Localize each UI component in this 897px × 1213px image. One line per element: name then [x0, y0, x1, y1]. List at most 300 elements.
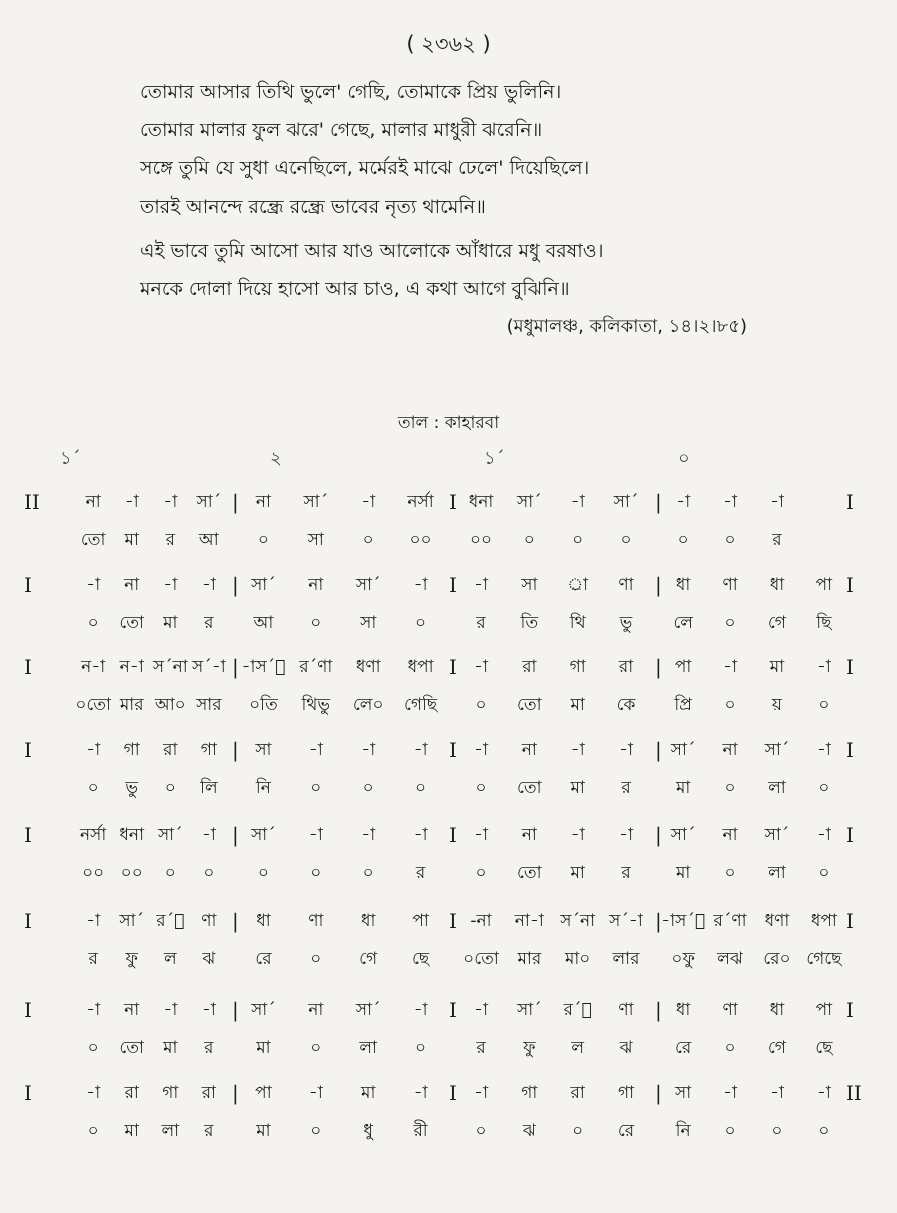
bani-cell: আ: [198, 530, 219, 550]
swara-cell: রা: [618, 657, 634, 677]
bani-cell: য়: [771, 695, 782, 715]
bani-cell: ০: [475, 863, 487, 883]
bani-cell: ছে: [815, 1038, 833, 1058]
swara-cell: -া: [769, 1083, 784, 1103]
swara-cell: -া: [413, 575, 428, 595]
bani-cell: ০: [310, 1038, 322, 1058]
swara-cell: -া: [570, 740, 585, 760]
beat-divider: |: [655, 823, 662, 847]
bani-cell: রী: [413, 1121, 428, 1141]
bani-cell: র: [165, 530, 175, 550]
bar-line-close: I: [846, 998, 854, 1022]
lyric-line: তারই আনন্দে রন্ধ্রে রন্ধ্রে ভাবের নৃত্য থামেনি॥: [140, 196, 486, 218]
bani-cell: তো: [517, 778, 542, 798]
swara-cell: -া: [723, 492, 738, 512]
swara-cell: মা: [769, 657, 785, 677]
swara-cell: -া: [816, 740, 831, 760]
bani-cell: লে০: [352, 695, 384, 715]
swara-cell: -া: [163, 575, 178, 595]
bani-cell: ০: [87, 613, 99, 633]
swara-cell: রা: [570, 1083, 585, 1103]
bani-cell: কে: [616, 695, 636, 715]
swara-cell: -া: [413, 1000, 428, 1020]
bani-cell: মা: [570, 695, 585, 715]
bani-cell: ০: [310, 863, 322, 883]
bani-cell: গেছে: [806, 949, 842, 969]
bar-line-mid: I: [449, 998, 457, 1022]
lyric-line: এই ভাবে তুমি আসো আর যাও আলোকে আঁধারে মধু বরষাও।: [140, 240, 604, 262]
bani-cell: তি: [520, 613, 539, 633]
bar-line-mid: I: [449, 655, 457, 679]
swara-cell: -না: [470, 911, 492, 931]
swara-cell: না: [85, 492, 101, 512]
bar-line-open: I: [24, 909, 32, 933]
bani-cell: ০: [164, 863, 176, 883]
swara-cell: -া: [413, 740, 428, 760]
source-citation: (মধুমালঞ্চ, কলিকাতা, ১৪।২।৮৫): [506, 316, 747, 337]
bar-line-close: I: [846, 655, 854, 679]
swara-cell: ধপা: [810, 911, 837, 931]
swara-cell: নর্সা: [407, 492, 434, 512]
taal-label: তাল : কাহারবা: [397, 413, 500, 433]
bani-cell: ০: [620, 530, 632, 550]
swara-cell: স´না: [152, 657, 188, 677]
bani-cell: গে: [767, 613, 786, 633]
bani-cell: ০: [415, 1038, 427, 1058]
bani-cell: মা: [163, 1038, 178, 1058]
beat-divider: |: [232, 655, 239, 679]
beat-divider: |: [232, 490, 239, 514]
swara-cell: স´-া: [609, 911, 643, 931]
bani-cell: থিভু: [301, 695, 331, 715]
swara-cell: সা´: [355, 575, 381, 595]
swara-cell: না: [308, 1000, 324, 1020]
swara-cell: না: [521, 825, 537, 845]
swara-cell: -া: [308, 740, 323, 760]
swara-cell: ণা: [308, 911, 324, 931]
swara-cell: -া: [86, 740, 101, 760]
beat-divider: |: [655, 738, 662, 762]
beat-divider: |: [655, 1081, 662, 1105]
bani-cell: মা: [256, 1121, 271, 1141]
bani-cell: মা: [124, 530, 139, 550]
bani-cell: সা: [360, 613, 377, 633]
bar-line-open: I: [24, 1081, 32, 1105]
swara-cell: -া: [570, 492, 585, 512]
bani-cell: ০: [724, 695, 736, 715]
bani-cell: মা: [570, 863, 585, 883]
bani-cell: র: [415, 863, 426, 883]
swara-cell: ধণা: [355, 657, 381, 677]
bani-cell: ০: [87, 778, 99, 798]
beat-mark: ১´: [484, 448, 505, 469]
bani-cell: মা: [675, 863, 691, 883]
bani-cell: মা: [256, 1038, 271, 1058]
bani-cell: ০: [818, 1121, 830, 1141]
swara-cell: গা: [521, 1083, 538, 1103]
bani-cell: ০: [771, 1121, 783, 1141]
bani-cell: ০: [257, 530, 269, 550]
swara-cell: না: [124, 1000, 140, 1020]
bani-cell: ল: [571, 1038, 584, 1058]
swara-cell: না: [521, 740, 537, 760]
swara-cell: -া: [86, 1083, 101, 1103]
bani-cell: ০: [415, 778, 427, 798]
swara-cell: ধা: [360, 911, 376, 931]
bar-line-mid: I: [449, 490, 457, 514]
bani-cell: ০: [310, 613, 322, 633]
bani-cell: লার: [612, 949, 640, 969]
swara-cell: পা: [674, 657, 692, 677]
swara-cell: -া: [124, 492, 139, 512]
swara-cell: ধনা: [468, 492, 494, 512]
bani-cell: রে: [675, 1038, 692, 1058]
swara-cell: র্া: [567, 575, 589, 595]
bar-line-mid: I: [449, 573, 457, 597]
bar-line-open: I: [24, 998, 32, 1022]
swara-cell: সা´: [670, 825, 696, 845]
swara-cell: -া: [201, 1000, 216, 1020]
bar-line-open: I: [24, 573, 32, 597]
swara-cell: পা: [815, 1000, 833, 1020]
swara-cell: ণা: [201, 911, 217, 931]
swara-cell: -াস´া: [661, 911, 706, 931]
bani-cell: ০তো: [75, 695, 111, 715]
lyric-line: মনকে দোলা দিয়ে হাসো আর চাও, এ কথা আগে বুঝিনি॥: [140, 278, 570, 300]
bani-cell: ০: [724, 863, 736, 883]
bani-cell: ০: [257, 863, 269, 883]
swara-cell: -া: [361, 492, 376, 512]
bani-cell: র: [204, 613, 214, 633]
beat-divider: |: [655, 490, 662, 514]
bani-cell: র: [204, 1121, 214, 1141]
bani-cell: ০: [677, 530, 689, 550]
bani-cell: ০: [362, 530, 374, 550]
swara-cell: ধা: [769, 575, 785, 595]
swara-cell: সা´: [516, 1000, 542, 1020]
swara-cell: -া: [86, 1000, 101, 1020]
bar-line-open: II: [24, 490, 40, 514]
swara-cell: রা: [163, 740, 178, 760]
swara-cell: স´না: [560, 911, 596, 931]
bani-cell: তো: [517, 863, 542, 883]
bani-cell: ঝ: [522, 1121, 536, 1141]
swara-cell: রা: [522, 657, 537, 677]
bani-cell: ০০: [409, 530, 432, 550]
bani-cell: ০: [475, 695, 487, 715]
swara-cell: রা: [201, 1083, 216, 1103]
bani-cell: লা: [161, 1121, 180, 1141]
lyric-line: সঙ্গে তুমি যে সুধা এনেছিলে, মর্মেরই মাঝে ঢেলে' দিয়েছিলে।: [140, 157, 590, 179]
swara-cell: -া: [723, 1083, 738, 1103]
bani-cell: ফু: [523, 1038, 536, 1058]
bar-line-mid: I: [449, 738, 457, 762]
swara-cell: না: [255, 492, 271, 512]
bani-cell: ০: [572, 530, 584, 550]
swara-cell: ধা: [675, 575, 691, 595]
beat-divider: |: [655, 573, 662, 597]
swara-cell: -া: [86, 911, 101, 931]
swara-cell: -া: [570, 825, 585, 845]
bani-cell: রে০: [763, 949, 791, 969]
swara-cell: ণা: [618, 1000, 634, 1020]
bani-cell: লা: [359, 1038, 377, 1058]
swara-cell: সা: [675, 1083, 692, 1103]
swara-cell: সা´: [251, 1000, 276, 1020]
bar-line-close: I: [846, 573, 854, 597]
bani-cell: প্রি: [674, 695, 692, 715]
bani-cell: মা: [570, 778, 585, 798]
bani-cell: ফু: [125, 949, 138, 969]
bani-cell: ০: [164, 778, 176, 798]
swara-cell: -া: [474, 575, 488, 595]
bani-cell: লা: [768, 778, 786, 798]
beat-divider: |: [232, 573, 239, 597]
bani-cell: রে: [617, 1121, 635, 1141]
bani-cell: ০: [362, 863, 374, 883]
bani-cell: ঝ: [202, 949, 216, 969]
bar-line-mid: I: [449, 909, 457, 933]
swara-cell: -া: [413, 825, 428, 845]
swara-cell: -া: [619, 825, 633, 845]
swara-cell: পা: [412, 911, 429, 931]
swara-cell: ধা: [769, 1000, 785, 1020]
swara-cell: র´া: [156, 911, 185, 931]
bani-cell: ছি: [816, 613, 832, 633]
bani-cell: ০: [310, 778, 322, 798]
bani-cell: র: [476, 1038, 486, 1058]
swara-cell: -া: [474, 1000, 488, 1020]
swara-cell: -া: [413, 1083, 428, 1103]
bani-cell: ০: [724, 1038, 736, 1058]
swara-cell: সা´: [303, 492, 329, 512]
beat-divider: |: [655, 998, 662, 1022]
bani-cell: থি: [569, 613, 586, 633]
bani-cell: ভু: [619, 613, 633, 633]
bar-line-close: I: [846, 490, 854, 514]
swara-cell: সা´: [670, 740, 696, 760]
swara-cell: ন-া: [81, 657, 106, 677]
bar-line-close: II: [846, 1081, 862, 1105]
bar-line-open: I: [24, 738, 32, 762]
swara-cell: -া: [769, 492, 784, 512]
bar-line-close: I: [846, 738, 854, 762]
bani-cell: র: [204, 1038, 214, 1058]
swara-cell: -া: [163, 1000, 178, 1020]
bar-line-mid: I: [449, 1081, 457, 1105]
bani-cell: ০০: [469, 530, 493, 550]
bani-cell: মা: [163, 613, 178, 633]
swara-cell: না: [722, 825, 738, 845]
beat-divider: |: [232, 1081, 239, 1105]
bani-cell: ০: [203, 863, 215, 883]
bani-cell: সার: [196, 695, 222, 715]
swara-cell: গা: [617, 1083, 635, 1103]
bani-cell: তো: [119, 1038, 144, 1058]
swara-cell: গা: [123, 740, 140, 760]
bani-cell: লা: [768, 863, 786, 883]
swara-cell: সা: [255, 740, 272, 760]
swara-cell: -া: [474, 825, 488, 845]
swara-cell: না: [124, 575, 140, 595]
beat-divider: |: [232, 738, 239, 762]
swara-cell: মা: [361, 1083, 376, 1103]
beat-divider: |: [655, 655, 662, 679]
swara-cell: ণা: [722, 575, 738, 595]
bani-cell: তো: [119, 613, 144, 633]
bani-cell: ০: [87, 1121, 99, 1141]
bani-cell: ০: [572, 1121, 584, 1141]
bani-cell: ০তো: [463, 949, 499, 969]
beat-divider: |: [655, 909, 662, 933]
bani-cell: ০তি: [249, 695, 278, 715]
swara-cell: -া: [723, 657, 738, 677]
bani-cell: আ: [253, 613, 274, 633]
bar-line-open: I: [24, 823, 32, 847]
beat-mark: ০: [678, 448, 690, 469]
swara-cell: পা: [255, 1083, 272, 1103]
bani-cell: ০: [310, 949, 322, 969]
bani-cell: র: [621, 863, 631, 883]
bani-cell: ভু: [125, 778, 139, 798]
bani-cell: গে: [359, 949, 378, 969]
swara-cell: -া: [308, 1083, 323, 1103]
bani-cell: তো: [517, 695, 542, 715]
swara-cell: র´ণা: [713, 911, 747, 931]
swara-cell: ধণা: [764, 911, 790, 931]
swara-cell: সা´: [613, 492, 639, 512]
bani-cell: ০: [310, 1121, 322, 1141]
bani-cell: নি: [675, 1121, 691, 1141]
bani-cell: ০: [523, 530, 535, 550]
swara-cell: ধা: [675, 1000, 691, 1020]
bani-cell: মা: [675, 778, 691, 798]
lyric-line: তোমার আসার তিথি ভুলে' গেছি, তোমাকে প্রিয় ভুলিনি।: [140, 81, 562, 103]
swara-cell: ণা: [722, 1000, 738, 1020]
bani-cell: ০: [475, 778, 487, 798]
bani-cell: মা০: [564, 949, 591, 969]
swara-cell: ধপা: [407, 657, 434, 677]
swara-cell: সা´: [516, 492, 542, 512]
swara-cell: সা´: [196, 492, 222, 512]
beat-divider: |: [232, 998, 239, 1022]
bani-cell: র: [772, 530, 782, 550]
swara-cell: -া: [816, 1083, 831, 1103]
swara-cell: না: [722, 740, 738, 760]
bar-line-close: I: [846, 823, 854, 847]
bani-cell: ছে: [411, 949, 430, 969]
swara-cell: নর্সা: [79, 825, 107, 845]
beat-mark: ১´: [60, 448, 81, 469]
swara-cell: স´-া: [191, 657, 226, 677]
swara-cell: সা´: [157, 825, 183, 845]
swara-cell: -া: [163, 492, 178, 512]
swara-cell: -া: [619, 740, 633, 760]
swara-cell: গা: [200, 740, 217, 760]
bani-cell: ০: [724, 1121, 736, 1141]
bani-cell: ০ফু: [671, 949, 695, 969]
bar-line-mid: I: [449, 823, 457, 847]
bani-cell: নি: [255, 778, 271, 798]
bani-cell: লে: [673, 613, 693, 633]
bani-cell: ০: [87, 1038, 99, 1058]
swara-cell: -াস´া: [241, 657, 286, 677]
bani-cell: তো: [80, 530, 106, 550]
page-number: ( ২৩৬২ ): [406, 32, 491, 56]
swara-cell: গা: [569, 657, 586, 677]
bani-cell: সা: [307, 530, 324, 550]
bani-cell: ঝ: [619, 1038, 633, 1058]
bani-cell: মা: [124, 1121, 139, 1141]
bar-line-close: I: [846, 909, 854, 933]
bani-cell: গেছি: [403, 695, 438, 715]
swara-cell: সা´: [355, 1000, 381, 1020]
swara-cell: সা´: [764, 825, 790, 845]
swara-cell: র´া: [563, 1000, 592, 1020]
bani-cell: ০০: [120, 863, 143, 883]
swara-cell: -া: [308, 825, 323, 845]
swara-cell: সা´: [251, 825, 276, 845]
swara-cell: গা: [162, 1083, 179, 1103]
bani-cell: রে: [255, 949, 272, 969]
swara-cell: ণা: [618, 575, 634, 595]
bani-cell: ০০: [82, 863, 105, 883]
swara-cell: -া: [816, 657, 831, 677]
bani-cell: র: [621, 778, 631, 798]
beat-divider: |: [232, 823, 239, 847]
swara-cell: -া: [474, 1083, 488, 1103]
swara-cell: -া: [816, 825, 831, 845]
lyric-line: তোমার মালার ফুল ঝরে' গেছে, মালার মাধুরী ঝরেনি॥: [140, 119, 543, 141]
swara-cell: সা´: [119, 911, 145, 931]
swara-cell: সা´: [764, 740, 790, 760]
bani-cell: ০: [818, 778, 830, 798]
swara-cell: ধা: [256, 911, 271, 931]
swara-cell: -া: [474, 657, 488, 677]
bani-cell: ০: [818, 863, 830, 883]
swara-cell: ন-া: [119, 657, 144, 677]
swara-cell: পা: [815, 575, 833, 595]
swara-cell: রা: [124, 1083, 139, 1103]
bani-cell: আ০: [154, 695, 186, 715]
bani-cell: ০: [724, 613, 736, 633]
bani-cell: ধু: [363, 1121, 373, 1141]
swara-cell: সা: [521, 575, 538, 595]
swara-cell: না: [308, 575, 324, 595]
bani-cell: ০: [818, 695, 830, 715]
swara-cell: -া: [201, 825, 216, 845]
swara-cell: -া: [474, 740, 488, 760]
bani-cell: ল: [163, 949, 177, 969]
beat-divider: |: [232, 909, 239, 933]
bani-cell: ০: [475, 1121, 487, 1141]
bani-cell: গে: [767, 1038, 786, 1058]
swara-cell: ধনা: [119, 825, 144, 845]
swara-cell: র´ণা: [299, 657, 333, 677]
bani-cell: লঝ: [717, 949, 743, 969]
bar-line-open: I: [24, 655, 32, 679]
swara-cell: না-া: [514, 911, 544, 931]
beat-mark: ২: [270, 448, 282, 469]
swara-cell: -া: [361, 740, 376, 760]
bani-cell: মার: [119, 695, 144, 715]
bani-cell: ০: [415, 613, 427, 633]
swara-cell: -া: [86, 575, 101, 595]
bani-cell: র: [476, 613, 486, 633]
bani-cell: ০: [724, 778, 736, 798]
swara-cell: -া: [201, 575, 216, 595]
swara-cell: -া: [676, 492, 691, 512]
